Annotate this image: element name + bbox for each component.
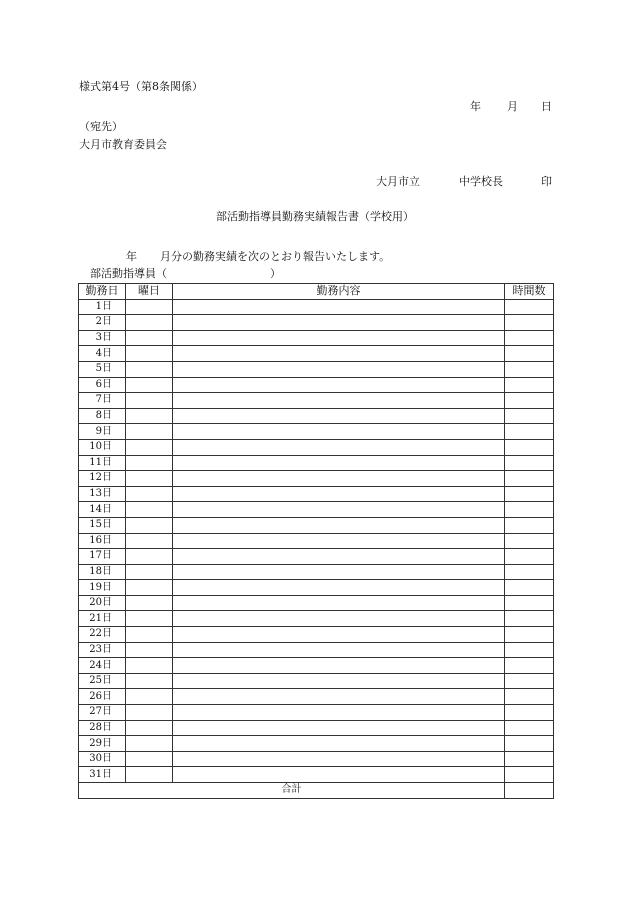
work-content-cell[interactable] bbox=[173, 439, 505, 455]
table-row bbox=[79, 315, 554, 331]
hours-cell[interactable] bbox=[505, 486, 554, 502]
work-content-cell[interactable] bbox=[173, 424, 505, 440]
weekday-cell[interactable] bbox=[126, 408, 173, 424]
hours-cell[interactable] bbox=[505, 315, 554, 331]
weekday-cell[interactable] bbox=[126, 736, 173, 752]
work-content-cell[interactable] bbox=[173, 642, 505, 658]
work-day-cell: 10日 bbox=[79, 439, 126, 455]
intro-year-label: 年 bbox=[126, 250, 137, 263]
work-record-table bbox=[78, 283, 554, 799]
work-content-cell[interactable] bbox=[173, 486, 505, 502]
table-row bbox=[79, 549, 554, 565]
weekday-cell[interactable] bbox=[126, 564, 173, 580]
table-row bbox=[79, 377, 554, 393]
weekday-cell[interactable] bbox=[126, 611, 173, 627]
work-content-cell[interactable] bbox=[173, 517, 505, 533]
table-row bbox=[79, 330, 554, 346]
hours-cell[interactable] bbox=[505, 767, 554, 783]
table-row bbox=[79, 361, 554, 377]
hours-cell[interactable] bbox=[505, 439, 554, 455]
hours-cell[interactable] bbox=[505, 346, 554, 362]
table-row bbox=[79, 346, 554, 362]
header-work-day: 勤務日 bbox=[79, 284, 126, 300]
total-hours-cell[interactable] bbox=[505, 783, 554, 799]
table-row bbox=[79, 705, 554, 721]
table-row bbox=[79, 502, 554, 518]
hours-cell[interactable] bbox=[505, 517, 554, 533]
total-row bbox=[79, 783, 554, 799]
hours-cell[interactable] bbox=[505, 595, 554, 611]
table-row bbox=[79, 751, 554, 767]
header-weekday: 曜日 bbox=[126, 284, 173, 300]
signatory-principal: 中学校長 bbox=[459, 175, 503, 188]
weekday-cell[interactable] bbox=[126, 767, 173, 783]
work-content-cell[interactable] bbox=[173, 580, 505, 596]
hours-cell[interactable] bbox=[505, 424, 554, 440]
hours-cell[interactable] bbox=[505, 564, 554, 580]
work-day-cell: 22日 bbox=[79, 627, 126, 643]
work-day-cell: 27日 bbox=[79, 705, 126, 721]
work-content-cell[interactable] bbox=[173, 720, 505, 736]
hours-cell[interactable] bbox=[505, 299, 554, 315]
table-row bbox=[79, 533, 554, 549]
work-content-cell[interactable] bbox=[173, 736, 505, 752]
work-content-cell[interactable] bbox=[173, 315, 505, 331]
header-work-content: 勤務内容 bbox=[173, 284, 505, 300]
hours-cell[interactable] bbox=[505, 658, 554, 674]
work-day-cell: 6日 bbox=[79, 377, 126, 393]
table-row bbox=[79, 580, 554, 596]
hours-cell[interactable] bbox=[505, 471, 554, 487]
weekday-cell[interactable] bbox=[126, 424, 173, 440]
hours-cell[interactable] bbox=[505, 720, 554, 736]
header-hours: 時間数 bbox=[505, 284, 554, 300]
work-content-cell[interactable] bbox=[173, 502, 505, 518]
hours-cell[interactable] bbox=[505, 642, 554, 658]
table-row bbox=[79, 408, 554, 424]
work-day-cell: 3日 bbox=[79, 330, 126, 346]
table-row bbox=[79, 673, 554, 689]
weekday-cell[interactable] bbox=[126, 439, 173, 455]
hours-cell[interactable] bbox=[505, 673, 554, 689]
work-content-cell[interactable] bbox=[173, 346, 505, 362]
weekday-cell[interactable] bbox=[126, 533, 173, 549]
work-content-cell[interactable] bbox=[173, 627, 505, 643]
weekday-cell[interactable] bbox=[126, 346, 173, 362]
work-day-cell: 24日 bbox=[79, 658, 126, 674]
date-day-label: 日 bbox=[541, 100, 552, 113]
work-day-cell: 30日 bbox=[79, 751, 126, 767]
work-content-cell[interactable] bbox=[173, 455, 505, 471]
weekday-cell[interactable] bbox=[126, 720, 173, 736]
work-content-cell[interactable] bbox=[173, 330, 505, 346]
weekday-cell[interactable] bbox=[126, 393, 173, 409]
work-day-cell: 25日 bbox=[79, 673, 126, 689]
weekday-cell[interactable] bbox=[126, 580, 173, 596]
work-day-cell: 9日 bbox=[79, 424, 126, 440]
table-row bbox=[79, 564, 554, 580]
weekday-cell[interactable] bbox=[126, 299, 173, 315]
weekday-cell[interactable] bbox=[126, 751, 173, 767]
work-content-cell[interactable] bbox=[173, 705, 505, 721]
work-content-cell[interactable] bbox=[173, 377, 505, 393]
work-content-cell[interactable] bbox=[173, 689, 505, 705]
work-day-cell: 26日 bbox=[79, 689, 126, 705]
work-content-cell[interactable] bbox=[173, 595, 505, 611]
weekday-cell[interactable] bbox=[126, 627, 173, 643]
work-content-cell[interactable] bbox=[173, 471, 505, 487]
hours-cell[interactable] bbox=[505, 455, 554, 471]
hours-cell[interactable] bbox=[505, 751, 554, 767]
work-day-cell: 23日 bbox=[79, 642, 126, 658]
document-title: 部活動指導員勤務実績報告書（学校用） bbox=[216, 210, 414, 223]
weekday-cell[interactable] bbox=[126, 361, 173, 377]
work-content-cell[interactable] bbox=[173, 533, 505, 549]
work-day-cell: 11日 bbox=[79, 455, 126, 471]
weekday-cell[interactable] bbox=[126, 673, 173, 689]
form-number: 様式第4号（第8条関係） bbox=[79, 80, 203, 93]
table-row bbox=[79, 689, 554, 705]
hours-cell[interactable] bbox=[505, 580, 554, 596]
table-row bbox=[79, 439, 554, 455]
weekday-cell[interactable] bbox=[126, 705, 173, 721]
work-day-cell: 2日 bbox=[79, 315, 126, 331]
total-label: 合計 bbox=[79, 783, 505, 799]
hours-cell[interactable] bbox=[505, 689, 554, 705]
hours-cell[interactable] bbox=[505, 611, 554, 627]
weekday-cell[interactable] bbox=[126, 455, 173, 471]
hours-cell[interactable] bbox=[505, 533, 554, 549]
table-row bbox=[79, 517, 554, 533]
weekday-cell[interactable] bbox=[126, 517, 173, 533]
work-day-cell: 12日 bbox=[79, 471, 126, 487]
table-row bbox=[79, 393, 554, 409]
work-day-cell: 21日 bbox=[79, 611, 126, 627]
work-content-cell[interactable] bbox=[173, 361, 505, 377]
table-row bbox=[79, 720, 554, 736]
weekday-cell[interactable] bbox=[126, 549, 173, 565]
hours-cell[interactable] bbox=[505, 393, 554, 409]
work-day-cell: 18日 bbox=[79, 564, 126, 580]
table-row bbox=[79, 642, 554, 658]
date-year-label: 年 bbox=[470, 100, 481, 113]
weekday-cell[interactable] bbox=[126, 330, 173, 346]
table-row bbox=[79, 299, 554, 315]
table-header-row bbox=[79, 284, 554, 300]
work-content-cell[interactable] bbox=[173, 658, 505, 674]
instructor-name-close: ） bbox=[270, 267, 281, 280]
table-row bbox=[79, 486, 554, 502]
hours-cell[interactable] bbox=[505, 627, 554, 643]
weekday-cell[interactable] bbox=[126, 315, 173, 331]
work-day-cell: 8日 bbox=[79, 408, 126, 424]
work-content-cell[interactable] bbox=[173, 611, 505, 627]
addressee: 大月市教育委員会 bbox=[79, 138, 167, 151]
table-row bbox=[79, 611, 554, 627]
work-content-cell[interactable] bbox=[173, 673, 505, 689]
work-day-cell: 1日 bbox=[79, 299, 126, 315]
table-row bbox=[79, 627, 554, 643]
hours-cell[interactable] bbox=[505, 330, 554, 346]
hours-cell[interactable] bbox=[505, 377, 554, 393]
work-day-cell: 28日 bbox=[79, 720, 126, 736]
weekday-cell[interactable] bbox=[126, 689, 173, 705]
weekday-cell[interactable] bbox=[126, 642, 173, 658]
hours-cell[interactable] bbox=[505, 705, 554, 721]
weekday-cell[interactable] bbox=[126, 502, 173, 518]
addressee-label: （宛先） bbox=[79, 120, 123, 133]
work-content-cell[interactable] bbox=[173, 408, 505, 424]
table-row bbox=[79, 424, 554, 440]
work-content-cell[interactable] bbox=[173, 767, 505, 783]
work-day-cell: 14日 bbox=[79, 502, 126, 518]
instructor-name-label: 部活動指導員（ bbox=[90, 267, 167, 280]
table-row bbox=[79, 767, 554, 783]
work-day-cell: 19日 bbox=[79, 580, 126, 596]
hours-cell[interactable] bbox=[505, 549, 554, 565]
work-day-cell: 20日 bbox=[79, 595, 126, 611]
hours-cell[interactable] bbox=[505, 502, 554, 518]
work-day-cell: 29日 bbox=[79, 736, 126, 752]
work-content-cell[interactable] bbox=[173, 564, 505, 580]
intro-text: 月分の勤務実績を次のとおり報告いたします。 bbox=[160, 250, 391, 263]
hours-cell[interactable] bbox=[505, 361, 554, 377]
work-day-cell: 5日 bbox=[79, 361, 126, 377]
work-content-cell[interactable] bbox=[173, 393, 505, 409]
hours-cell[interactable] bbox=[505, 736, 554, 752]
weekday-cell[interactable] bbox=[126, 377, 173, 393]
work-day-cell: 15日 bbox=[79, 517, 126, 533]
weekday-cell[interactable] bbox=[126, 595, 173, 611]
table-row bbox=[79, 658, 554, 674]
hours-cell[interactable] bbox=[505, 408, 554, 424]
table-row bbox=[79, 455, 554, 471]
work-day-cell: 31日 bbox=[79, 767, 126, 783]
work-content-cell[interactable] bbox=[173, 299, 505, 315]
seal-label: 印 bbox=[541, 175, 552, 188]
table-row bbox=[79, 736, 554, 752]
work-day-cell: 17日 bbox=[79, 549, 126, 565]
work-day-cell: 16日 bbox=[79, 533, 126, 549]
work-day-cell: 4日 bbox=[79, 346, 126, 362]
weekday-cell[interactable] bbox=[126, 486, 173, 502]
table-row bbox=[79, 471, 554, 487]
table-row bbox=[79, 595, 554, 611]
signatory-city-public: 大月市立 bbox=[376, 175, 420, 188]
weekday-cell[interactable] bbox=[126, 471, 173, 487]
work-day-cell: 13日 bbox=[79, 486, 126, 502]
work-content-cell[interactable] bbox=[173, 751, 505, 767]
date-month-label: 月 bbox=[507, 100, 518, 113]
weekday-cell[interactable] bbox=[126, 658, 173, 674]
work-day-cell: 7日 bbox=[79, 393, 126, 409]
work-content-cell[interactable] bbox=[173, 549, 505, 565]
